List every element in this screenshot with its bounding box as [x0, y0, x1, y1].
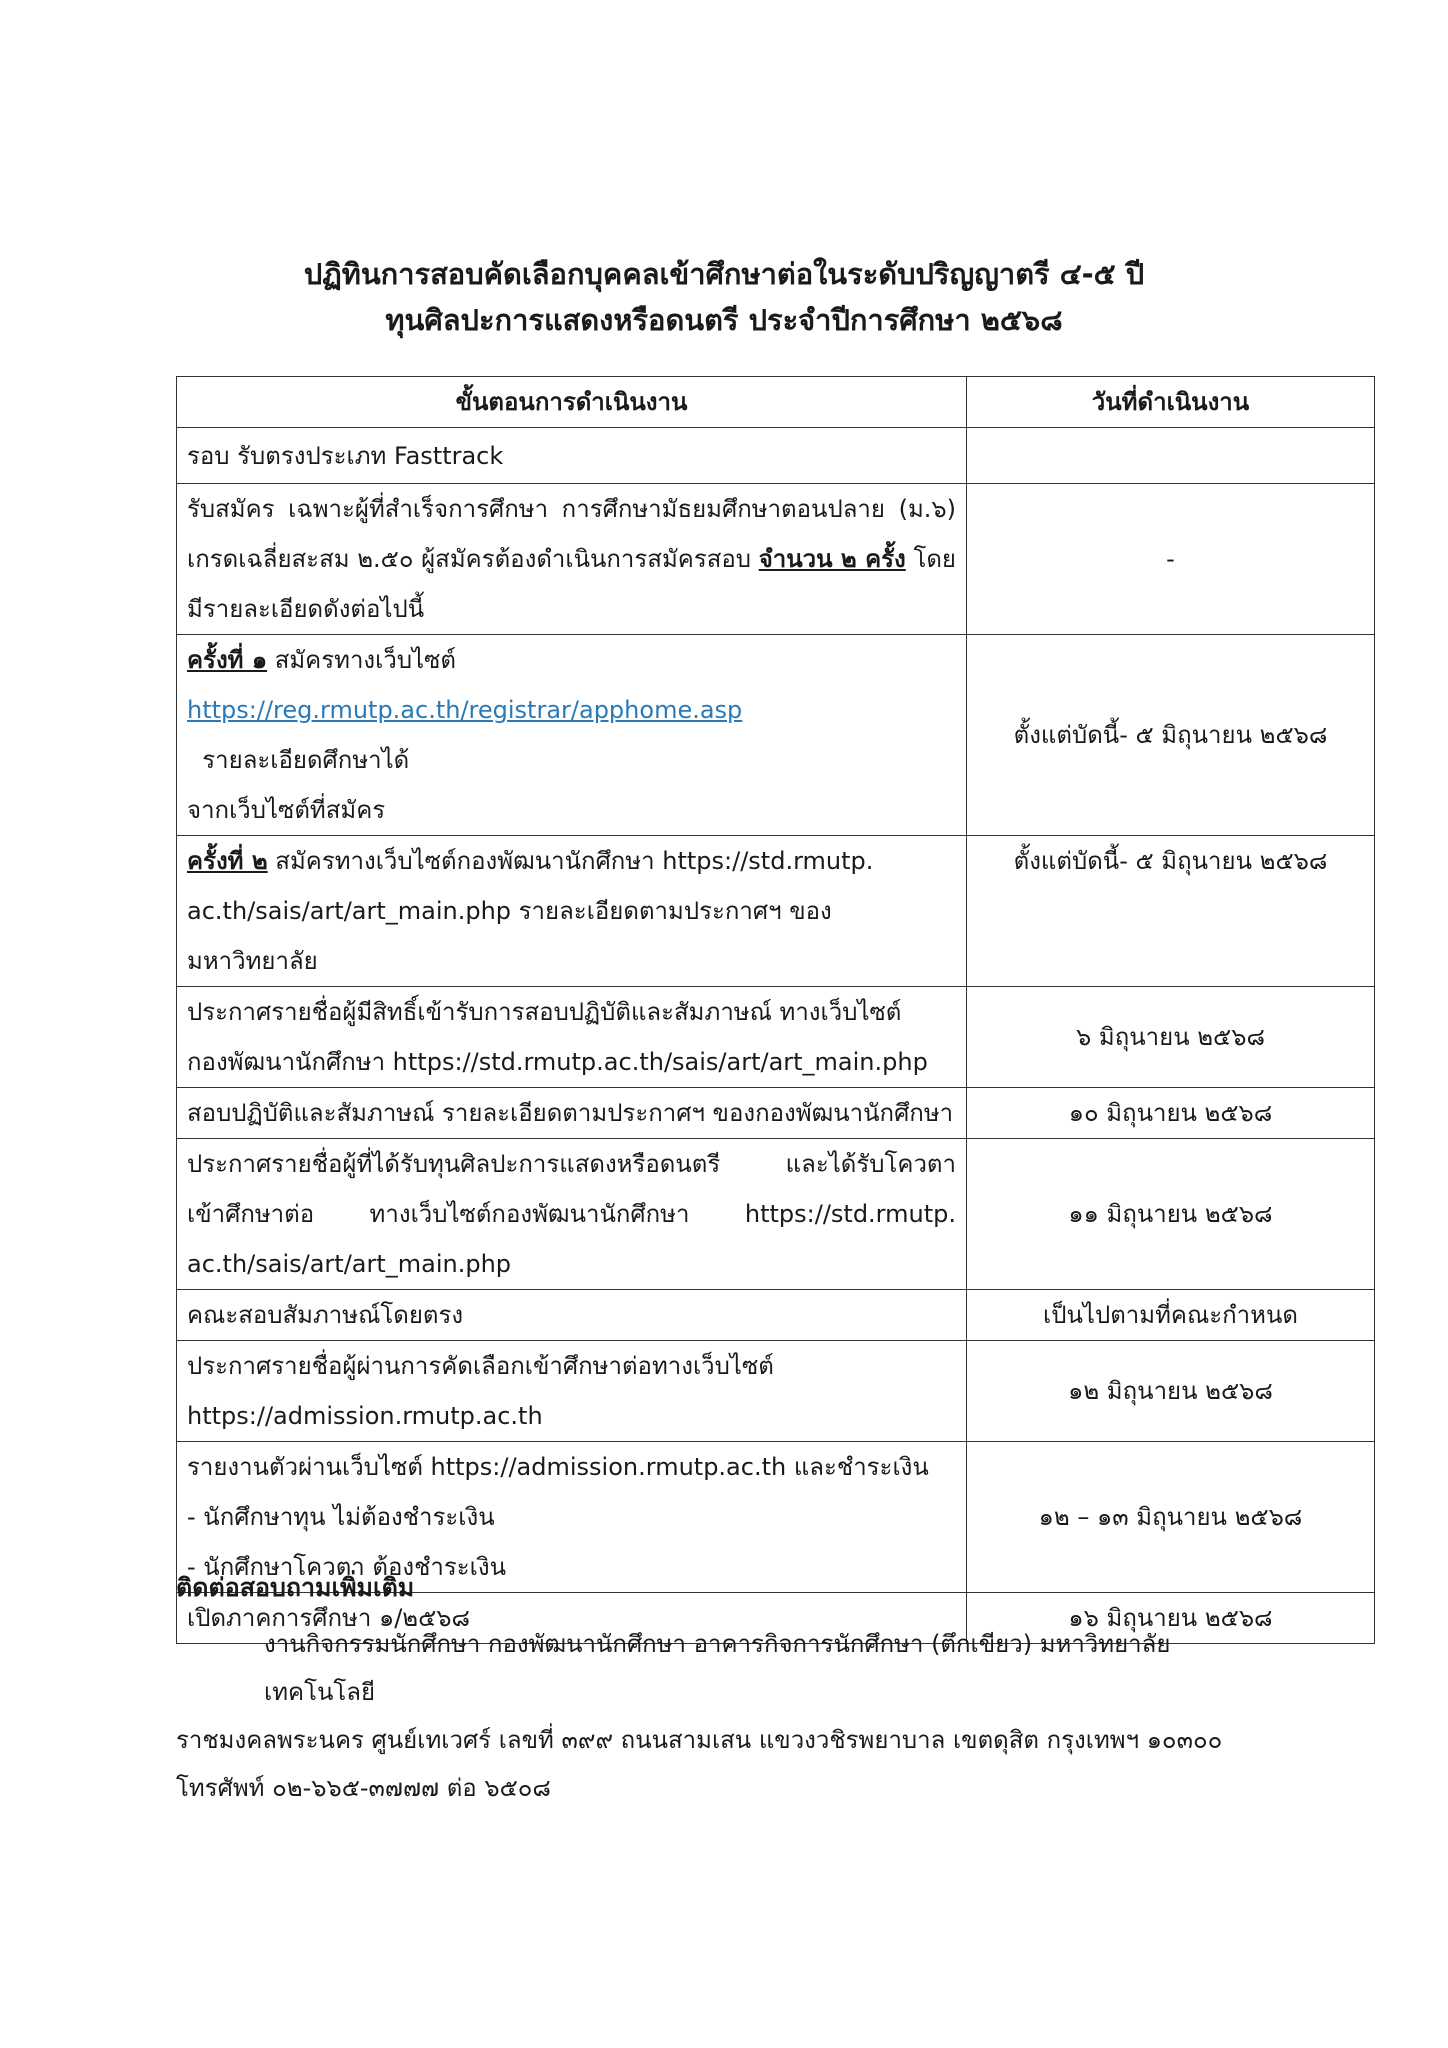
table-row — [177, 1290, 1375, 1341]
schedule-table — [176, 376, 1375, 1644]
announce-scholar-date: ๑๑ มิถุนายน ๒๕๖๘ — [967, 1139, 1375, 1290]
table-row — [177, 635, 1375, 836]
header-date: วันที่ดำเนินงาน — [967, 377, 1375, 428]
report-line1: รายงานตัวผ่านเว็บไซต์ https://admission.rmutp.ac.th และชำระเงิน — [187, 1453, 929, 1481]
table-row — [177, 484, 1375, 635]
announce-pass-line2: https://admission.rmutp.ac.th — [187, 1402, 543, 1430]
exam-step: สอบปฏิบัติและสัมภาษณ์ รายละเอียดตามประกาศฯ ของกองพัฒนานักศึกษา — [177, 1088, 967, 1139]
table-row — [177, 428, 1375, 484]
apply-step — [177, 484, 967, 635]
apply-line2-end: โดย — [913, 545, 956, 573]
semester-step: เปิดภาคการศึกษา ๑/๒๕๖๘ — [177, 1593, 967, 1644]
contact-line2: ราชมงคลพระนคร ศูนย์เทเวศร์ เลขที่ ๓๙๙ ถนนสามเสน แขวงวชิรพยาบาล เขตดุสิต กรุงเทพฯ ๑๐๓๐๐ — [176, 1726, 1223, 1754]
apply-date: - — [967, 484, 1375, 635]
document-title-line1: ปฏิทินการสอบคัดเลือกบุคคลเข้าศึกษาต่อในระดับปริญญาตรี ๔-๕ ปี — [303, 257, 1145, 291]
registrar-link[interactable]: https://reg.rmutp.ac.th/registrar/apphome.asp — [187, 696, 743, 724]
table-row — [177, 1088, 1375, 1139]
announce-eligible-step — [177, 987, 967, 1088]
announce-eligible-date: ๖ มิถุนายน ๒๕๖๘ — [967, 987, 1375, 1088]
announce-scholar-step — [177, 1139, 967, 1290]
announce-scholar-line2: เข้าศึกษาต่อ ทางเว็บไซต์กองพัฒนานักศึกษา https://std.rmutp. — [187, 1200, 956, 1228]
first-label: ครั้งที่ ๑ — [187, 646, 268, 674]
apply-line2 — [187, 534, 956, 584]
round-label: รอบ รับตรงประเภท Fasttrack — [177, 428, 967, 484]
round-date — [967, 428, 1375, 484]
header-step: ขั้นตอนการดำเนินงาน — [177, 377, 967, 428]
announce-scholar-line1: ประกาศรายชื่อผู้ที่ได้รับทุนศิลปะการแสดงหรือดนตรี และได้รับโควตา — [187, 1150, 956, 1178]
contact-phone: โทรศัพท์ ๐๒-๖๖๕-๓๗๗๗ ต่อ ๖๕๐๘ — [176, 1774, 551, 1802]
announce-eligible-line2: กองพัฒนานักศึกษา https://std.rmutp.ac.th/sais/art/art_main.php — [187, 1048, 928, 1076]
second-step — [177, 836, 967, 987]
announce-pass-step — [177, 1341, 967, 1442]
second-text2: ac.th/sais/art/art_main.php รายละเอียดตามประกาศฯ ของมหาวิทยาลัย — [187, 897, 832, 975]
document-title-line2: ทุนศิลปะการแสดงหรือดนตรี ประจำปีการศึกษา ๒๕๖๘ — [385, 303, 1063, 337]
contact-line1: งานกิจกรรมนักศึกษา กองพัฒนานักศึกษา อาคารกิจการนักศึกษา (ตึกเขียว) มหาวิทยาลัยเทคโนโลยี — [264, 1630, 1171, 1706]
apply-line3: มีรายละเอียดดังต่อไปนี้ — [187, 595, 425, 623]
second-label: ครั้งที่ ๒ — [187, 847, 268, 875]
faculty-date: เป็นไปตามที่คณะกำหนด — [967, 1290, 1375, 1341]
table-row — [177, 987, 1375, 1088]
second-text1: สมัครทางเว็บไซต์กองพัฒนานักศึกษา https://std.rmutp. — [267, 847, 874, 875]
table-row — [177, 836, 1375, 987]
report-date: ๑๒ – ๑๓ มิถุนายน ๒๕๖๘ — [967, 1442, 1375, 1593]
table-row — [177, 1139, 1375, 1290]
first-text1: สมัครทางเว็บไซต์ — [267, 646, 456, 674]
first-step — [177, 635, 967, 836]
announce-eligible-line1: ประกาศรายชื่อผู้มีสิทธิ์เข้ารับการสอบปฏิบัติและสัมภาษณ์ ทางเว็บไซต์ — [187, 998, 902, 1026]
table-header-row — [177, 377, 1375, 428]
first-text2: รายละเอียดศึกษาได้ — [187, 746, 410, 774]
faculty-step: คณะสอบสัมภาษณ์โดยตรง — [177, 1290, 967, 1341]
announce-pass-line1: ประกาศรายชื่อผู้ผ่านการคัดเลือกเข้าศึกษาต่อทางเว็บไซต์ — [187, 1352, 774, 1380]
apply-line1: รับสมัคร เฉพาะผู้ที่สำเร็จการศึกษา การศึกษามัธยมศึกษาตอนปลาย (ม.๖) — [187, 495, 956, 523]
first-text3: จากเว็บไซต์ที่สมัคร — [187, 796, 386, 824]
report-line2: - นักศึกษาทุน ไม่ต้องชำระเงิน — [187, 1503, 495, 1531]
table-row — [177, 1341, 1375, 1442]
first-date: ตั้งแต่บัดนี้- ๕ มิถุนายน ๒๕๖๘ — [967, 635, 1375, 836]
apply-count: จำนวน ๒ ครั้ง — [758, 545, 906, 573]
second-date: ตั้งแต่บัดนี้- ๕ มิถุนายน ๒๕๖๘ — [967, 836, 1375, 987]
report-line3: - นักศึกษาโควตา ต้องชำระเงิน — [187, 1553, 506, 1581]
exam-date: ๑๐ มิถุนายน ๒๕๖๘ — [967, 1088, 1375, 1139]
contact-title: ติดต่อสอบถามเพิ่มเติม — [176, 1573, 415, 1602]
announce-pass-date: ๑๒ มิถุนายน ๒๕๖๘ — [967, 1341, 1375, 1442]
contact-block — [176, 1620, 1276, 1812]
apply-line2-text: เกรดเฉลี่ยสะสม ๒.๕๐ ผู้สมัครต้องดำเนินการสมัครสอบ — [187, 545, 752, 573]
semester-date: ๑๖ มิถุนายน ๒๕๖๘ — [967, 1593, 1375, 1644]
announce-scholar-line3: ac.th/sais/art/art_main.php — [187, 1250, 512, 1278]
